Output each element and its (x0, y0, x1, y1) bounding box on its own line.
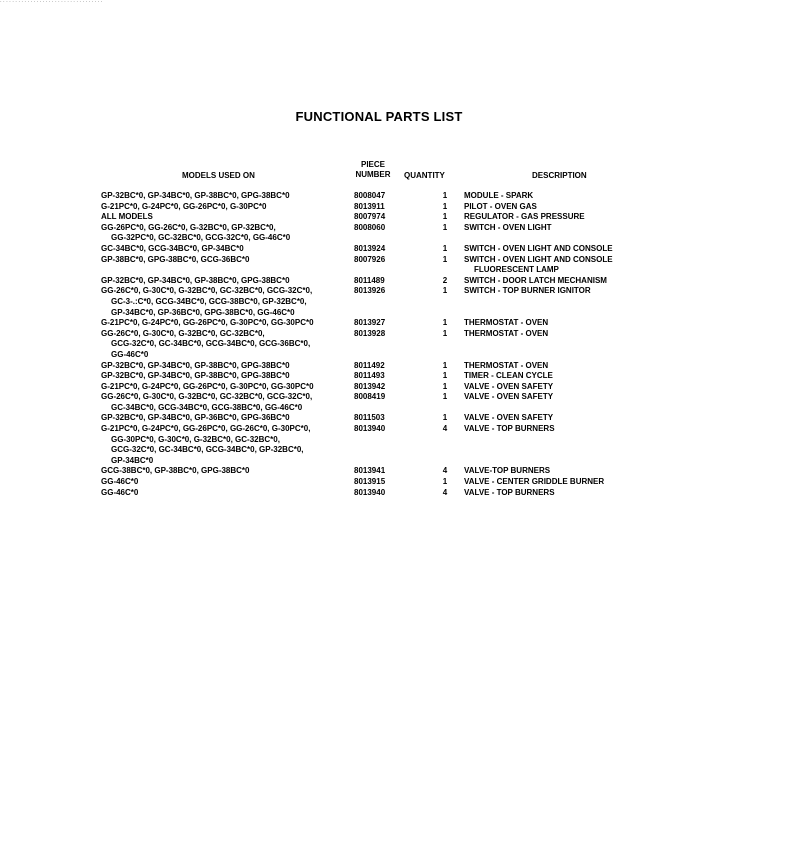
description-cell (464, 488, 659, 499)
description-line: THERMOSTAT - OVEN (464, 360, 549, 370)
models-line: G-21PC*0, G-24PC*0, GG-26PC*0, GG-26C*0, G-30PC*0, (101, 424, 311, 434)
quantity-cell: 4 (442, 466, 448, 476)
models-cell (101, 424, 354, 466)
piece-number-cell: 8013926 (354, 286, 386, 296)
quantity-cell: 1 (442, 201, 448, 211)
models-line: GG-46C*0 (101, 487, 139, 497)
models-cell (101, 212, 354, 223)
parts-table (101, 191, 661, 498)
piece-number-cell: 8008419 (354, 392, 386, 402)
models-line: GCG-32C*0, GC-34BC*0, GCG-34BC*0, GCG-36BC*0, (111, 339, 311, 349)
models-cell (101, 276, 354, 287)
models-cell (101, 361, 354, 372)
models-cell (101, 488, 354, 499)
piece-number-cell: 8013927 (354, 318, 386, 328)
piece-number-cell: 8011492 (354, 360, 385, 370)
description-cell (464, 276, 659, 287)
models-line: GP-34BC*0 (111, 455, 154, 465)
table-row (101, 223, 661, 244)
models-line: GP-32BC*0, GP-34BC*0, GP-36BC*0, GPG-36BC*0 (101, 413, 290, 423)
models-line: GCG-38BC*0, GP-38BC*0, GPG-38BC*0 (101, 466, 250, 476)
models-cell (101, 392, 354, 413)
models-cell (101, 223, 354, 244)
description-cell (464, 244, 659, 255)
models-line: GG-26C*0, G-30C*0, G-32BC*0, GC-32BC*0, GCG-32C*0, (101, 392, 313, 402)
description-line: SWITCH - OVEN LIGHT AND CONSOLE (464, 243, 613, 253)
description-line: VALVE - TOP BURNERS (464, 424, 555, 434)
quantity-cell: 1 (442, 381, 448, 391)
piece-number-cell: 8013924 (354, 243, 386, 253)
column-header-models: MODELS USED ON (182, 171, 255, 180)
models-cell (101, 382, 354, 393)
models-line: GP-32BC*0, GP-34BC*0, GP-38BC*0, GPG-38BC*0 (101, 371, 290, 381)
table-row (101, 488, 661, 499)
table-row (101, 244, 661, 255)
description-cell (464, 191, 659, 202)
description-cell (464, 466, 659, 477)
models-cell (101, 413, 354, 424)
description-cell (464, 477, 659, 488)
description-line: VALVE - OVEN SAFETY (464, 381, 554, 391)
quantity-cell: 1 (442, 318, 448, 328)
table-row (101, 361, 661, 372)
quantity-cell: 1 (442, 222, 448, 232)
page-title: FUNCTIONAL PARTS LIST (295, 109, 463, 124)
description-cell (464, 202, 659, 213)
models-line: GCG-32C*0, GC-34BC*0, GCG-34BC*0, GP-32BC*0, (111, 445, 304, 455)
models-line: G-21PC*0, G-24PC*0, GG-26PC*0, G-30PC*0, GG-30PC*0 (101, 381, 314, 391)
models-cell (101, 191, 354, 202)
quantity-cell: 1 (442, 212, 448, 222)
models-line: GG-46C*0 (101, 477, 139, 487)
quantity-cell: 1 (442, 392, 448, 402)
table-row (101, 286, 661, 318)
models-cell (101, 329, 354, 361)
description-line: SWITCH - DOOR LATCH MECHANISM (464, 275, 607, 285)
models-line: GP-32BC*0, GP-34BC*0, GP-38BC*0, GPG-38BC*0 (101, 360, 290, 370)
table-row (101, 424, 661, 466)
quantity-cell: 1 (442, 371, 448, 381)
description-line: SWITCH - OVEN LIGHT (464, 222, 552, 232)
description-line: SWITCH - OVEN LIGHT AND CONSOLE (464, 254, 613, 264)
models-line: ALL MODELS (101, 212, 153, 222)
models-line: GG-30PC*0, G-30C*0, G-32BC*0, GC-32BC*0, (111, 434, 280, 444)
models-line: GP-32BC*0, GP-34BC*0, GP-38BC*0, GPG-38BC*0 (101, 191, 290, 200)
column-header-piece-number (353, 160, 393, 180)
quantity-cell: 1 (442, 328, 448, 338)
piece-number-cell: 8007974 (354, 212, 386, 222)
description-line: VALVE - CENTER GRIDDLE BURNER (464, 477, 605, 487)
column-header-piece-line2: NUMBER (355, 170, 391, 179)
models-cell (101, 255, 354, 266)
description-line: THERMOSTAT - OVEN (464, 318, 549, 328)
description-line: MODULE - SPARK (464, 191, 534, 200)
piece-number-cell: 8013940 (354, 424, 386, 434)
models-cell (101, 477, 354, 488)
description-cell (464, 392, 659, 403)
piece-number-cell: 8011493 (354, 371, 385, 381)
scan-header-strip: · · · · · · · · · · · · · · · · · · · · · · · · · · · · · · · · · · (0, 0, 103, 5)
description-cell (464, 371, 659, 382)
quantity-cell: 4 (442, 487, 448, 497)
description-line: PILOT - OVEN GAS (464, 201, 537, 211)
column-header-quantity: QUANTITY (404, 171, 445, 180)
models-line: GG-26C*0, G-30C*0, G-32BC*0, GC-32BC*0, (101, 328, 265, 338)
description-line: VALVE - OVEN SAFETY (464, 413, 554, 423)
description-line: VALVE - TOP BURNERS (464, 487, 555, 497)
quantity-cell: 1 (442, 477, 448, 487)
models-line: G-21PC*0, G-24PC*0, GG-26PC*0, G-30PC*0, GG-30PC*0 (101, 318, 314, 328)
quantity-cell: 1 (442, 413, 448, 423)
piece-number-cell: 8011489 (354, 275, 385, 285)
description-cell (464, 255, 659, 276)
models-line: G-21PC*0, G-24PC*0, GG-26PC*0, G-30PC*0 (101, 201, 267, 211)
table-row (101, 276, 661, 287)
description-cell (464, 424, 659, 435)
description-cell (464, 413, 659, 424)
models-line: GG-26PC*0, GG-26C*0, G-32BC*0, GP-32BC*0, (101, 222, 276, 232)
description-cell (464, 286, 659, 297)
quantity-cell: 1 (442, 286, 448, 296)
quantity-cell: 1 (442, 360, 448, 370)
table-row (101, 413, 661, 424)
models-cell (101, 244, 354, 255)
table-row (101, 477, 661, 488)
piece-number-cell: 8008047 (354, 191, 386, 200)
models-line: GG-46C*0 (111, 349, 149, 359)
description-line: THERMOSTAT - OVEN (464, 328, 549, 338)
table-row (101, 371, 661, 382)
models-cell (101, 202, 354, 213)
table-row (101, 212, 661, 223)
description-cell (464, 329, 659, 340)
models-line: GP-32BC*0, GP-34BC*0, GP-38BC*0, GPG-38BC*0 (101, 275, 290, 285)
table-row (101, 392, 661, 413)
description-line: SWITCH - TOP BURNER IGNITOR (464, 286, 591, 296)
models-line: GC-34BC*0, GCG-34BC*0, GCG-38BC*0, GG-46C*0 (111, 402, 303, 412)
description-line: VALVE - OVEN SAFETY (464, 392, 554, 402)
models-line: GG-26C*0, G-30C*0, G-32BC*0, GC-32BC*0, GCG-32C*0, (101, 286, 313, 296)
piece-number-cell: 8013911 (354, 201, 385, 211)
piece-number-cell: 8011503 (354, 413, 385, 423)
column-header-description: DESCRIPTION (532, 171, 587, 180)
models-line: GG-32PC*0, GC-32BC*0, GCG-32C*0, GG-46C*0 (111, 233, 291, 243)
piece-number-cell: 8013942 (354, 381, 386, 391)
table-row (101, 202, 661, 213)
models-line: GP-34BC*0, GP-36BC*0, GPG-38BC*0, GG-46C*0 (111, 307, 295, 317)
models-cell (101, 371, 354, 382)
models-line: GC-3-.:C*0, GCG-34BC*0, GCG-38BC*0, GP-32BC*0, (111, 296, 307, 306)
quantity-cell: 4 (442, 424, 448, 434)
description-cell (464, 361, 659, 372)
description-cell (464, 223, 659, 234)
piece-number-cell: 8013940 (354, 487, 386, 497)
table-row (101, 382, 661, 393)
models-cell (101, 466, 354, 477)
piece-number-cell: 8008060 (354, 222, 386, 232)
table-row (101, 191, 661, 202)
table-row (101, 329, 661, 361)
piece-number-cell: 8007926 (354, 254, 386, 264)
piece-number-cell: 8013941 (354, 466, 386, 476)
models-cell (101, 286, 354, 318)
description-cell (464, 212, 659, 223)
quantity-cell: 1 (442, 243, 448, 253)
quantity-cell: 2 (442, 275, 448, 285)
description-line: TIMER - CLEAN CYCLE (464, 371, 553, 381)
table-row (101, 466, 661, 477)
table-row (101, 255, 661, 276)
table-row (101, 318, 661, 329)
models-line: GP-38BC*0, GPG-38BC*0, GCG-36BC*0 (101, 254, 250, 264)
quantity-cell: 1 (442, 254, 448, 264)
piece-number-cell: 8013928 (354, 328, 386, 338)
description-cell (464, 318, 659, 329)
column-header-piece-line1: PIECE (360, 160, 385, 169)
description-line: REGULATOR - GAS PRESSURE (464, 212, 585, 222)
quantity-cell: 1 (442, 191, 448, 200)
description-line: VALVE-TOP BURNERS (464, 466, 551, 476)
description-cell (464, 382, 659, 393)
piece-number-cell: 8013915 (354, 477, 386, 487)
description-line: FLUORESCENT LAMP (474, 265, 559, 275)
models-cell (101, 318, 354, 329)
models-line: GC-34BC*0, GCG-34BC*0, GP-34BC*0 (101, 243, 244, 253)
